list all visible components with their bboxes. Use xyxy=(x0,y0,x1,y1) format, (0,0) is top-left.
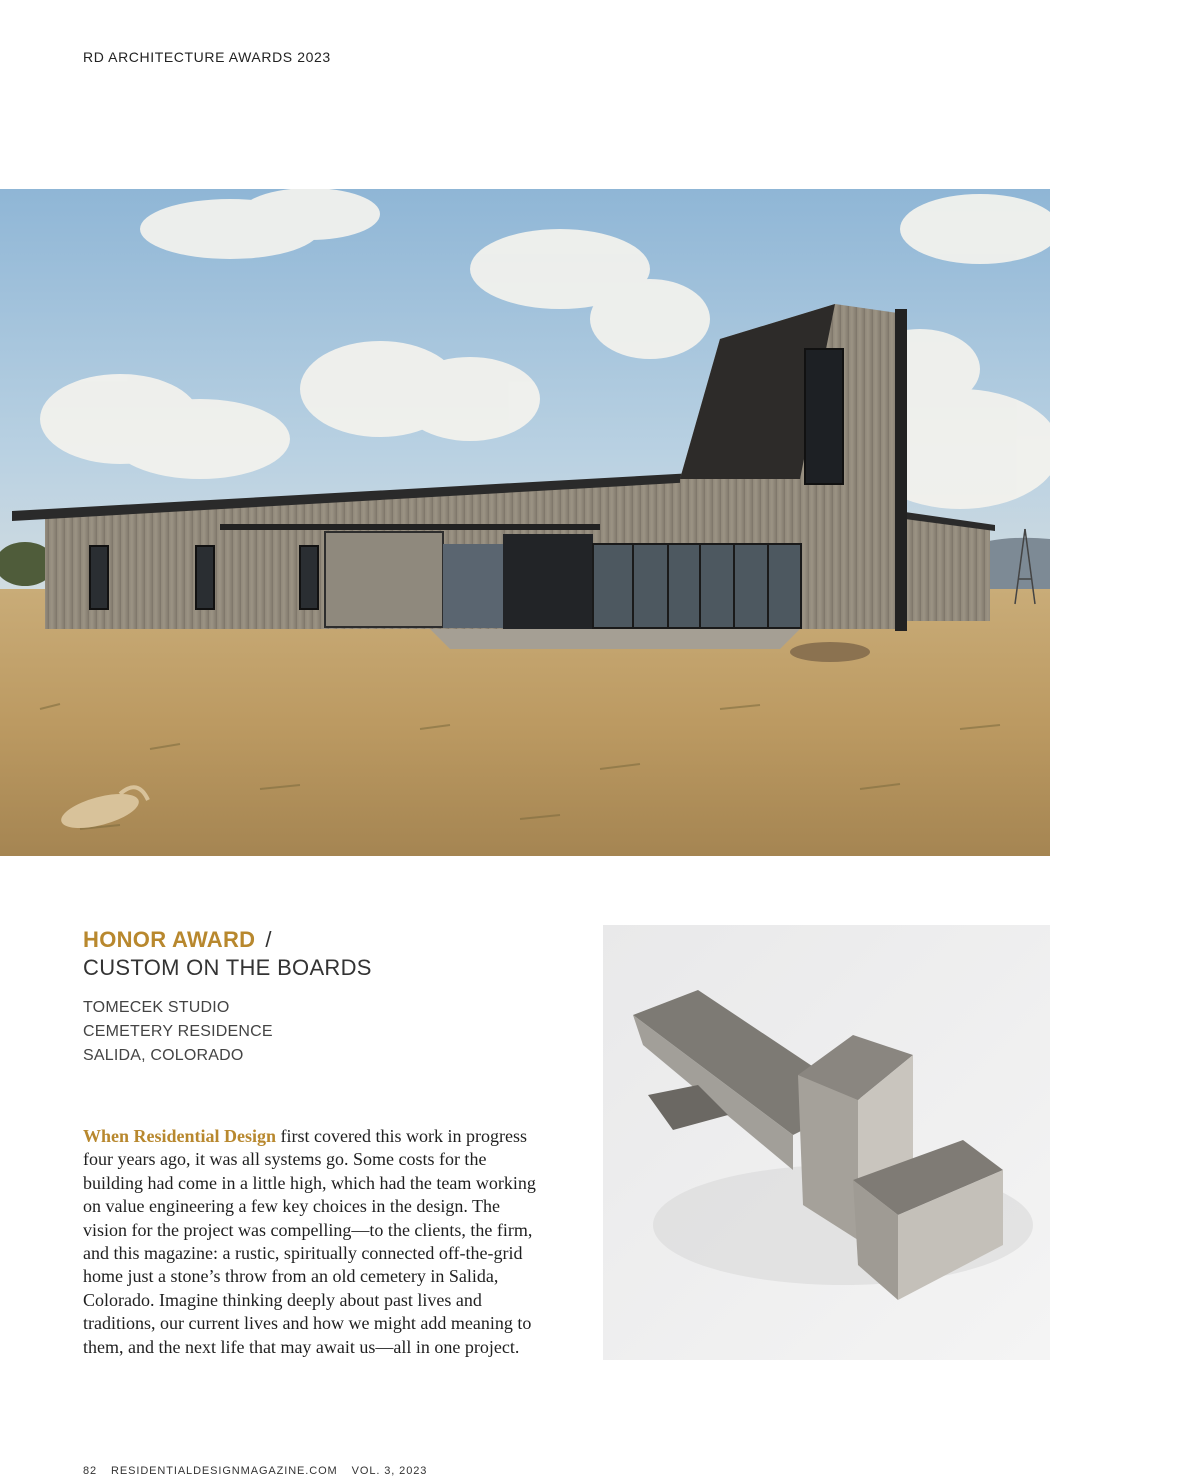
page-number: 82 xyxy=(83,1465,98,1477)
project-credits xyxy=(83,996,273,1068)
slot-window xyxy=(196,546,214,609)
page-footer xyxy=(83,1465,441,1477)
award-category: CUSTOM ON THE BOARDS xyxy=(83,955,372,980)
article-body xyxy=(83,1125,548,1359)
article-text: first covered this work in progress four years ago, it was all systems go. Some costs for the building had come in a little high, which had the team working on value engineering a few key choices in the design. The vision for the project was compelling—to the clients, the firm, and this magazine: a rustic, spiritually connected off-the-grid home just a stone’s throw from an old cemetery in Salida, Colorado. Imagine thinking deeply about past lives and traditions, our current lives and how we might add meaning to them, and the next life that may await us—all in one project. xyxy=(83,1126,536,1357)
glazing xyxy=(443,544,503,628)
firm-name: TOMECEK STUDIO xyxy=(83,999,230,1016)
section-header: RD ARCHITECTURE AWARDS 2023 xyxy=(83,49,331,65)
footer-volume: VOL. 3, 2023 xyxy=(351,1465,428,1477)
slot-window xyxy=(300,546,318,609)
hero-image xyxy=(0,189,1050,856)
model-image xyxy=(603,925,1050,1360)
award-label: HONOR AWARD xyxy=(83,927,256,952)
entry-recess xyxy=(503,534,593,629)
brush-pile xyxy=(790,642,870,662)
award-heading xyxy=(83,926,563,982)
award-separator: / xyxy=(265,927,272,952)
house-right-wing xyxy=(905,514,990,621)
slot-window xyxy=(90,546,108,609)
deck xyxy=(430,629,800,649)
sliding-screen xyxy=(325,532,443,627)
article-lead-in: When Residential Design xyxy=(83,1126,277,1146)
footer-website: RESIDENTIALDESIGNMAGAZINE.COM xyxy=(111,1465,338,1477)
project-location: SALIDA, COLORADO xyxy=(83,1047,244,1064)
glass-wall xyxy=(593,544,801,628)
tower-window xyxy=(805,349,843,484)
project-name: CEMETERY RESIDENCE xyxy=(83,1023,273,1040)
